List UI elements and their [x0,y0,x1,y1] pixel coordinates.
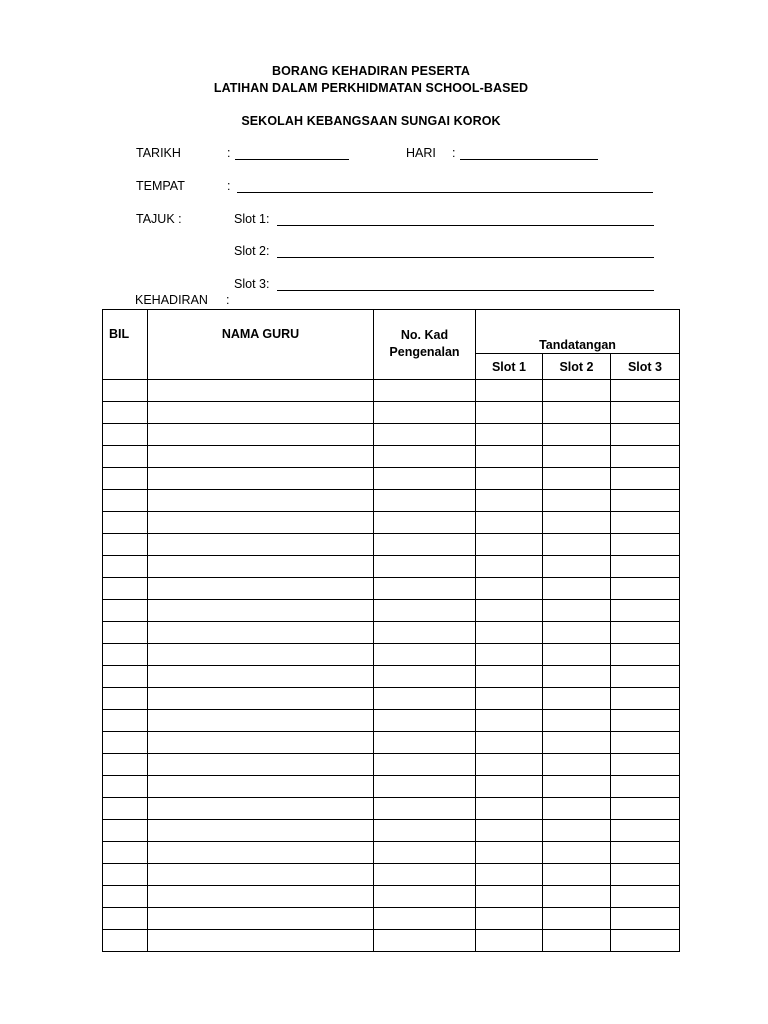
nama-guru-cell [148,490,374,512]
slot2-signature-cell [543,578,611,600]
hari-blank-line [460,159,598,160]
nama-guru-cell [148,732,374,754]
tarikh-label: TARIKH [136,146,181,160]
table-row [103,402,680,424]
table-row [103,776,680,798]
table-row [103,930,680,952]
tarikh-colon: : [227,146,231,160]
no-kad-cell [374,842,476,864]
table-row [103,622,680,644]
nama-guru-cell [148,908,374,930]
table-row [103,864,680,886]
slot3-signature-cell [611,490,680,512]
slot1-signature-cell [476,380,543,402]
table-row [103,710,680,732]
no-kad-cell [374,908,476,930]
slot1-signature-cell [476,578,543,600]
slot2-signature-cell [543,842,611,864]
no-kad-cell [374,556,476,578]
nama-guru-cell [148,886,374,908]
no-kad-cell [374,930,476,952]
bil-cell [103,754,148,776]
nama-guru-cell [148,622,374,644]
bil-cell [103,776,148,798]
slot1-signature-cell [476,688,543,710]
nama-guru-cell [148,666,374,688]
slot2-signature-cell [543,930,611,952]
slot1-signature-cell [476,864,543,886]
nama-guru-cell [148,820,374,842]
no-kad-cell [374,380,476,402]
slot3-signature-cell [611,424,680,446]
col-header-no-kad-line2: Pengenalan [389,345,460,359]
attendance-table-body [103,380,680,952]
bil-cell [103,886,148,908]
nama-guru-cell [148,644,374,666]
no-kad-cell [374,776,476,798]
slot3-signature-cell [611,864,680,886]
slot2-signature-cell [543,380,611,402]
bil-cell [103,666,148,688]
nama-guru-cell [148,468,374,490]
bil-cell [103,490,148,512]
table-row [103,842,680,864]
no-kad-cell [374,798,476,820]
no-kad-cell [374,446,476,468]
kehadiran-colon: : [226,293,230,307]
bil-cell [103,908,148,930]
slot2-signature-cell [543,556,611,578]
bil-cell [103,688,148,710]
slot2-signature-cell [543,402,611,424]
table-row [103,908,680,930]
bil-cell [103,710,148,732]
nama-guru-cell [148,864,374,886]
slot2-signature-cell [543,644,611,666]
slot2-signature-cell [543,512,611,534]
table-row [103,886,680,908]
slot3-signature-cell [611,578,680,600]
col-header-slot1: Slot 1 [476,354,543,380]
slot3-blank-line [277,290,654,291]
table-row [103,732,680,754]
table-row [103,754,680,776]
slot2-signature-cell [543,864,611,886]
slot2-signature-cell [543,908,611,930]
nama-guru-cell [148,710,374,732]
slot1-signature-cell [476,556,543,578]
slot1-signature-cell [476,666,543,688]
nama-guru-cell [148,754,374,776]
nama-guru-cell [148,556,374,578]
slot3-signature-cell [611,380,680,402]
slot2-signature-cell [543,490,611,512]
no-kad-cell [374,864,476,886]
slot1-signature-cell [476,490,543,512]
slot1-signature-cell [476,908,543,930]
bil-cell [103,512,148,534]
no-kad-cell [374,688,476,710]
school-name: SEKOLAH KEBANGSAAN SUNGAI KOROK [241,114,501,128]
bil-cell [103,468,148,490]
slot3-signature-cell [611,820,680,842]
slot2-signature-cell [543,710,611,732]
slot3-signature-cell [611,798,680,820]
nama-guru-cell [148,424,374,446]
slot3-signature-cell [611,776,680,798]
kehadiran-label: KEHADIRAN [135,293,208,307]
slot1-signature-cell [476,600,543,622]
tajuk-label: TAJUK : [136,212,182,226]
slot1-label: Slot 1: [234,212,270,226]
no-kad-cell [374,600,476,622]
table-row [103,666,680,688]
slot3-signature-cell [611,666,680,688]
table-row [103,644,680,666]
slot3-label: Slot 3: [234,277,270,291]
hari-label: HARI [406,146,436,160]
slot1-signature-cell [476,820,543,842]
no-kad-cell [374,644,476,666]
no-kad-cell [374,578,476,600]
no-kad-cell [374,666,476,688]
table-row [103,512,680,534]
table-row [103,798,680,820]
form-subtitle: LATIHAN DALAM PERKHIDMATAN SCHOOL-BASED [213,81,529,95]
bil-cell [103,842,148,864]
bil-cell [103,820,148,842]
slot2-signature-cell [543,886,611,908]
nama-guru-cell [148,578,374,600]
no-kad-cell [374,754,476,776]
slot3-signature-cell [611,402,680,424]
form-title: BORANG KEHADIRAN PESERTA [271,64,470,78]
slot1-signature-cell [476,468,543,490]
slot2-signature-cell [543,446,611,468]
no-kad-cell [374,534,476,556]
bil-cell [103,380,148,402]
bil-cell [103,644,148,666]
no-kad-cell [374,424,476,446]
slot2-signature-cell [543,468,611,490]
slot1-signature-cell [476,644,543,666]
slot3-signature-cell [611,930,680,952]
no-kad-cell [374,402,476,424]
slot3-signature-cell [611,600,680,622]
slot1-blank-line [277,225,654,226]
nama-guru-cell [148,534,374,556]
slot1-signature-cell [476,754,543,776]
slot1-signature-cell [476,534,543,556]
table-row [103,600,680,622]
bil-cell [103,600,148,622]
slot2-signature-cell [543,798,611,820]
nama-guru-cell [148,380,374,402]
slot3-signature-cell [611,468,680,490]
tempat-blank-line [237,192,653,193]
tempat-colon: : [227,179,231,193]
slot2-signature-cell [543,600,611,622]
slot3-signature-cell [611,446,680,468]
nama-guru-cell [148,446,374,468]
table-row [103,578,680,600]
slot3-signature-cell [611,512,680,534]
slot1-signature-cell [476,710,543,732]
nama-guru-cell [148,798,374,820]
no-kad-cell [374,820,476,842]
slot1-signature-cell [476,930,543,952]
bil-cell [103,798,148,820]
slot2-signature-cell [543,424,611,446]
no-kad-cell [374,710,476,732]
nama-guru-cell [148,930,374,952]
bil-cell [103,446,148,468]
slot1-signature-cell [476,732,543,754]
table-row [103,446,680,468]
nama-guru-cell [148,842,374,864]
tempat-label: TEMPAT [136,179,185,193]
slot2-signature-cell [543,820,611,842]
slot2-signature-cell [543,776,611,798]
bil-cell [103,622,148,644]
slot2-signature-cell [543,732,611,754]
slot3-signature-cell [611,754,680,776]
no-kad-cell [374,622,476,644]
table-row [103,490,680,512]
bil-cell [103,402,148,424]
slot1-signature-cell [476,512,543,534]
nama-guru-cell [148,776,374,798]
table-row [103,688,680,710]
slot3-signature-cell [611,622,680,644]
col-header-no-kad-line1: No. Kad [400,328,449,342]
slot3-signature-cell [611,842,680,864]
bil-cell [103,930,148,952]
attendance-table [102,309,680,952]
slot3-signature-cell [611,732,680,754]
no-kad-cell [374,512,476,534]
bil-cell [103,424,148,446]
table-row [103,534,680,556]
bil-cell [103,578,148,600]
bil-cell [103,732,148,754]
slot3-signature-cell [611,710,680,732]
hari-colon: : [452,146,456,160]
tarikh-blank-line [235,159,349,160]
slot1-signature-cell [476,798,543,820]
slot3-signature-cell [611,644,680,666]
col-header-tandatangan: Tandatangan [476,310,680,354]
slot1-signature-cell [476,446,543,468]
nama-guru-cell [148,512,374,534]
slot1-signature-cell [476,402,543,424]
slot2-blank-line [277,257,654,258]
slot3-signature-cell [611,534,680,556]
no-kad-cell [374,490,476,512]
nama-guru-cell [148,688,374,710]
col-header-slot3: Slot 3 [611,354,680,380]
col-header-nama-guru: NAMA GURU [148,310,374,380]
slot2-signature-cell [543,688,611,710]
table-row [103,556,680,578]
slot2-signature-cell [543,754,611,776]
table-row [103,820,680,842]
slot1-signature-cell [476,622,543,644]
slot3-signature-cell [611,688,680,710]
no-kad-cell [374,732,476,754]
col-header-slot2: Slot 2 [543,354,611,380]
slot3-signature-cell [611,908,680,930]
bil-cell [103,534,148,556]
no-kad-cell [374,886,476,908]
slot1-signature-cell [476,886,543,908]
slot2-label: Slot 2: [234,244,270,258]
slot2-signature-cell [543,666,611,688]
slot1-signature-cell [476,776,543,798]
slot3-signature-cell [611,556,680,578]
nama-guru-cell [148,600,374,622]
table-row [103,468,680,490]
col-header-no-kad [374,310,476,380]
col-header-bil: BIL [103,310,148,380]
table-row [103,380,680,402]
slot1-signature-cell [476,424,543,446]
no-kad-cell [374,468,476,490]
slot1-signature-cell [476,842,543,864]
slot2-signature-cell [543,622,611,644]
bil-cell [103,864,148,886]
bil-cell [103,556,148,578]
slot3-signature-cell [611,886,680,908]
table-row [103,424,680,446]
slot2-signature-cell [543,534,611,556]
nama-guru-cell [148,402,374,424]
